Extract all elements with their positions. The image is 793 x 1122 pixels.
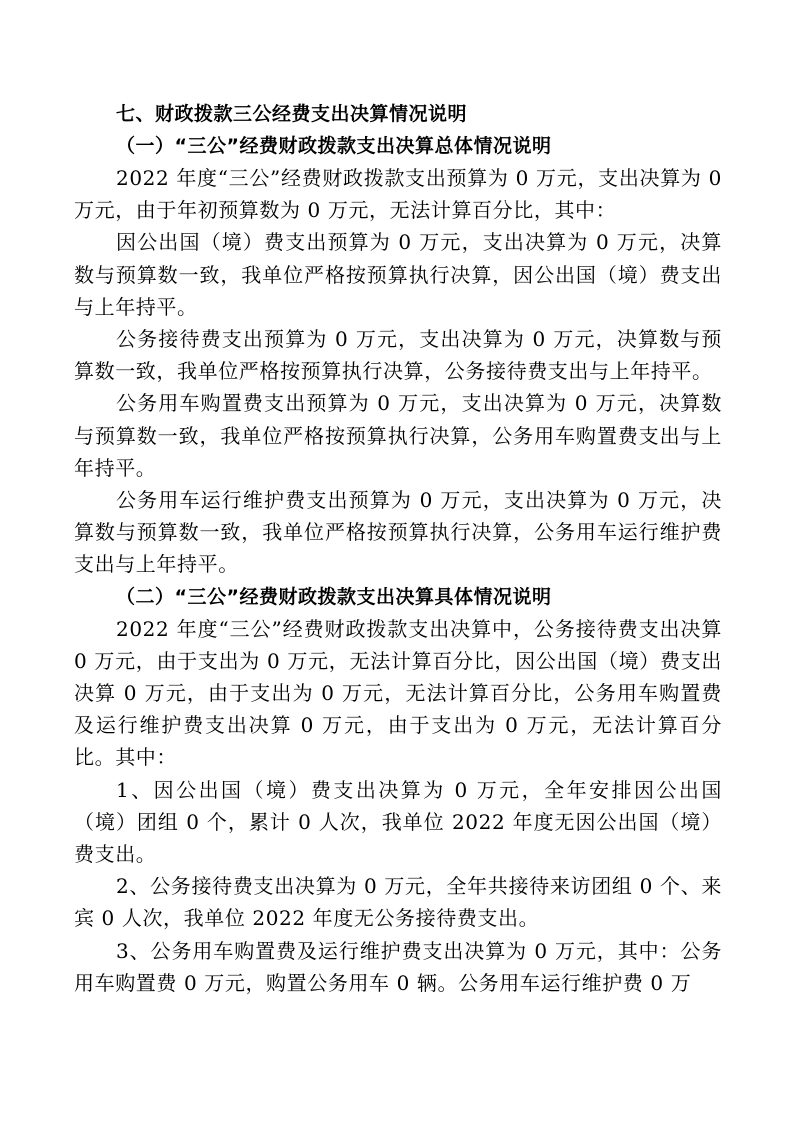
document-page (74, 98, 722, 999)
paragraph: 2022 年度“三公”经费财政拨款支出决算中，公务接待费支出决算 0 万元，由于支出为 0 万元，无法计算百分比，因公出国（境）费支出决算 0 万元，由于支出为 0 万元，无法计算百分比，公务用车购置费及运行维护费支出决算 0 万元，由于支出为 0 万元，无法计算百分比。其中： (74, 616, 722, 770)
paragraph: 公务用车运行维护费支出预算为 0 万元，支出决算为 0 万元，决算数与预算数一致，我单位严格按预算执行决算，公务用车运行维护费支出与上年持平。 (74, 488, 722, 577)
subsection-1-title: （一）“三公”经费财政拨款支出决算总体情况说明 (116, 135, 552, 157)
paragraph: 3、公务用车购置费及运行维护费支出决算为 0 万元，其中：公务用车购置费 0 万元，购置公务用车 0 辆。公务用车运行维护费 0 万 (74, 938, 722, 995)
paragraph: 1、因公出国（境）费支出决算为 0 万元，全年安排因公出国（境）团组 0 个，累计 0 人次，我单位 2022 年度无因公出国（境）费支出。 (74, 777, 722, 867)
subsection-2-title: （二）“三公”经费财政拨款支出决算具体情况说明 (116, 585, 552, 608)
paragraph: 2、公务接待费支出决算为 0 万元，全年共接待来访团组 0 个、来宾 0 人次，我单位 2022 年度无公务接待费支出。 (74, 874, 722, 931)
paragraph: 因公出国（境）费支出预算为 0 万元，支出决算为 0 万元，决算数与预算数一致，我单位严格按预算执行决算，因公出国（境）费支出与上年持平。 (74, 230, 722, 319)
paragraph: 公务接待费支出预算为 0 万元，支出决算为 0 万元，决算数与预算数一致，我单位严格按预算执行决算，公务接待费支出与上年持平。 (74, 327, 722, 384)
paragraph: 2022 年度“三公”经费财政拨款支出预算为 0 万元，支出决算为 0 万元，由于年初预算数为 0 万元，无法计算百分比，其中： (74, 166, 722, 223)
paragraph: 公务用车购置费支出预算为 0 万元，支出决算为 0 万元，决算数与预算数一致，我单位严格按预算执行决算，公务用车购置费支出与上年持平。 (74, 391, 722, 480)
section-title: 七、财政拨款三公经费支出决算情况说明 (116, 103, 468, 125)
